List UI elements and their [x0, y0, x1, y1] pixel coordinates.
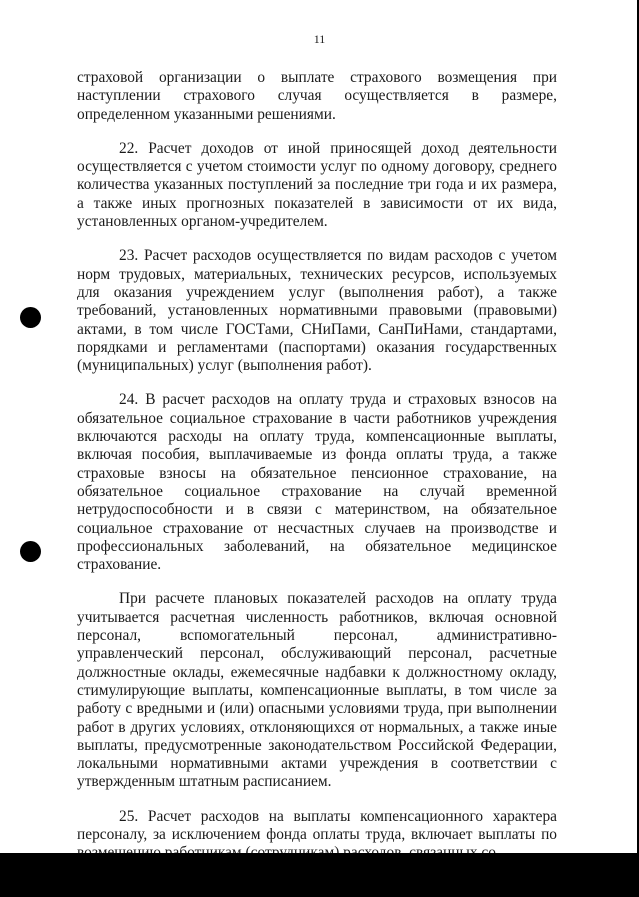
punch-hole-bottom — [20, 541, 41, 562]
paragraph-22: 22. Расчет доходов от иной приносящей доход деятельности осуществляется с учетом стоимости услуг по одному договору, среднего количества указанных поступлений за последние три года и их размера, а также иных прогнозных показателей в зависимости от их вида, установленных органом-учредителем. — [77, 139, 557, 231]
scan-bottom-band — [0, 853, 639, 897]
paragraph-continuation: страховой организации о выплате страхового возмещения при наступлении страхового случая осуществляется в размере, определенном указанными решениями. — [77, 69, 557, 123]
paragraph-23: 23. Расчет расходов осуществляется по видам расходов с учетом норм трудовых, материальных, технических ресурсов, используемых для оказания учреждением услуг (выполнения работ), а также требований, установленных нормативными правовыми (правовыми) актами, в том числе ГОСТами, СНиПами, СанПиНами, стандартами, порядками и регламентами (паспортами) оказания государственных (муниципальных) услуг (выполнения работ). — [77, 247, 557, 375]
paragraph-25: 25. Расчет расходов на выплаты компенсационного характера персоналу, за исключением фонда оплаты труда, включает выплаты по — [77, 807, 557, 843]
page-number: 11 — [313, 32, 326, 46]
punch-hole-top — [20, 307, 41, 328]
document-body — [77, 69, 557, 879]
paragraph-24-payroll: При расчете плановых показателей расходов на оплату труда учитывается расчетная численность работников, включая основной персонал, вспомогательный персонал, административно-управленческий персонал, обслуживающий персонал, расчетные должностные оклады, ежемесячные надбавки к должностному окладу, стимулирующие выплаты, компенсационные выплаты, в том числе за работу с вредными и (или) опасными условиями труда, при выполнении работ в других условиях, отклоняющихся от нормальных, а также иные выплаты, предусмотренные законодательством Российской Федерации, локальными нормативными актами учреждения в соответствии с утвержденным штатным расписанием. — [77, 590, 557, 791]
paragraph-24: 24. В расчет расходов на оплату труда и страховых взносов на обязательное социальное страхование в части работников учреждения включаются расходы на оплату труда, компенсационные выплаты, включая пособия, выплачиваемые из фонда оплаты труда, а также страховые взносы на обязательное пенсионное страхование, на обязательное социальное страхование на случай временной нетрудоспособности и в связи с материнством, на обязательное социальное страхование от несчастных случаев на производстве и профессиональных заболеваний, на обязательное медицинское страхование. — [77, 391, 557, 574]
